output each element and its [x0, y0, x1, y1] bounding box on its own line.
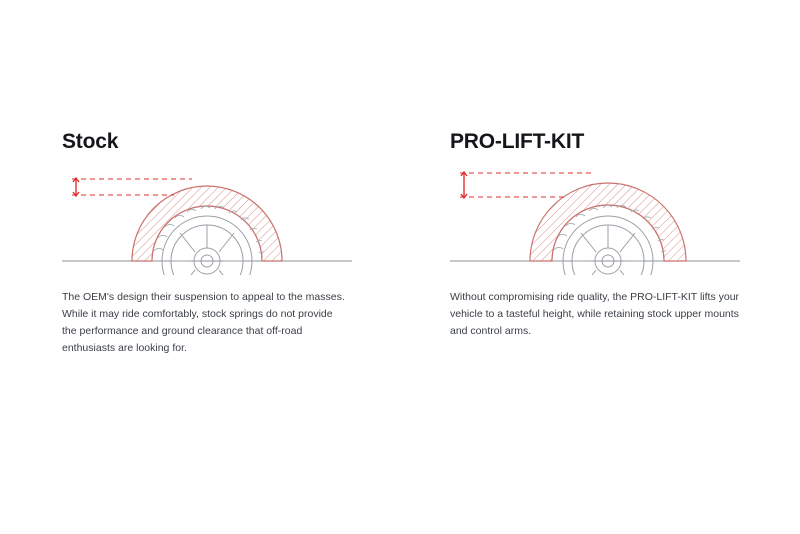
measurement-dashed-guides — [72, 179, 192, 195]
wheel-rim — [162, 216, 252, 275]
panel-description-pro-lift-kit: Without compromising ride quality, the PRO-LIFT-KIT lifts your vehicle to a tasteful height, while retaining stock upper mounts and control arms. — [450, 291, 740, 338]
panel-title-pro-lift-kit: PRO-LIFT-KIT — [450, 130, 585, 153]
measurement-arrow — [73, 178, 79, 196]
stock-suspension-diagram — [62, 165, 352, 275]
panel-pro-lift-kit — [450, 130, 790, 340]
pro-lift-kit-suspension-diagram — [450, 165, 740, 275]
panel-description-stock: The OEM's design their suspension to appeal to the masses. While it may ride comfortably, stock springs do not provide the performance and ground clearance that off-road enthusiasts are looking for. — [62, 291, 345, 355]
panel-stock — [62, 130, 402, 357]
measurement-arrow — [461, 172, 467, 198]
panel-title-stock: Stock — [62, 130, 119, 153]
wheel-rim — [563, 216, 653, 275]
